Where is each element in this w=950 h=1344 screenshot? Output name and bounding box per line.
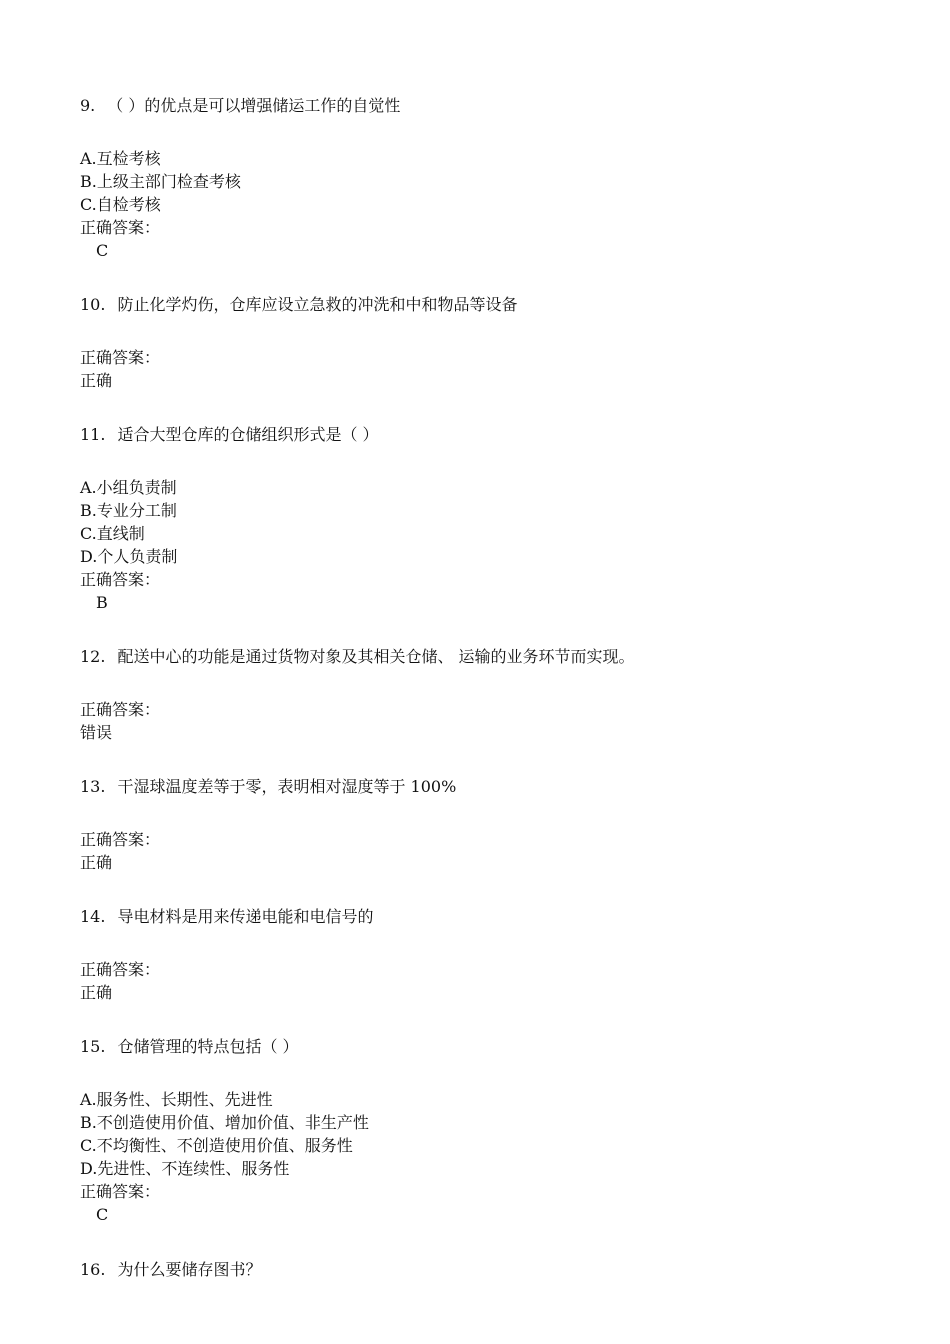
question-title [80, 293, 517, 316]
question-text: 为什么要储存图书？ [117, 1260, 262, 1279]
question-number: 13. [80, 777, 106, 796]
question-number: 14. [80, 907, 106, 926]
option-b: B.上级主部门检查考核 [80, 172, 241, 191]
question-9 [80, 94, 400, 262]
question-text: 防止化学灼伤，仓库应设立急救的冲洗和中和物品等设备 [117, 295, 518, 314]
question-number: 16. [80, 1260, 106, 1279]
answer-label: 正确答案： [80, 1182, 161, 1201]
option-b: B.不创造使用价值、增加价值、非生产性 [80, 1113, 369, 1132]
question-text: 配送中心的功能是通过货物对象及其相关仓储、 运输的业务环节而实现。 [117, 647, 635, 666]
option-a: A.互检考核 [80, 149, 161, 168]
option-c: C.直线制 [80, 524, 145, 543]
question-16 [80, 1258, 261, 1281]
answer-label: 正确答案： [80, 348, 161, 367]
option-d: D.先进性、不连续性、服务性 [80, 1159, 290, 1178]
question-text: 适合大型仓库的仓储组织形式是（ ） [117, 425, 379, 444]
answer-label: 正确答案： [80, 218, 161, 237]
question-number: 11. [80, 425, 106, 444]
question-number: 10. [80, 295, 106, 314]
answer-value: C [96, 1205, 109, 1224]
question-title [80, 1258, 261, 1281]
option-b: B.专业分工制 [80, 501, 177, 520]
option-c: C.不均衡性、不创造使用价值、服务性 [80, 1136, 353, 1155]
question-12 [80, 645, 635, 744]
answer-value: 正确 [80, 983, 113, 1002]
answer-label: 正确答案： [80, 960, 161, 979]
option-c: C.自检考核 [80, 195, 161, 214]
answer-value: 正确 [80, 853, 113, 872]
answer-value: C [96, 241, 109, 260]
options-list [80, 1088, 369, 1226]
option-d: D.个人负责制 [80, 547, 178, 566]
question-title [80, 94, 400, 117]
answer-value: 错误 [80, 723, 113, 742]
answer-label: 正确答案： [80, 700, 161, 719]
question-title [80, 645, 635, 668]
question-text: （ ）的优点是可以增强储运工作的自觉性 [107, 96, 401, 115]
question-11 [80, 423, 379, 614]
answer-value: 正确 [80, 371, 113, 390]
answer-value: B [96, 593, 108, 612]
question-number: 12. [80, 647, 106, 666]
question-number: 9. [80, 96, 96, 115]
question-13 [80, 775, 456, 874]
question-text: 干湿球温度差等于零，表明相对湿度等于 100% [117, 777, 457, 796]
option-a: A.服务性、长期性、先进性 [80, 1090, 273, 1109]
question-title [80, 1035, 369, 1058]
question-title [80, 905, 373, 928]
options-list [80, 147, 400, 262]
options-list [80, 476, 379, 614]
answer-label: 正确答案： [80, 830, 161, 849]
option-a: A.小组负责制 [80, 478, 177, 497]
question-14 [80, 905, 373, 1004]
answer-label: 正确答案： [80, 570, 161, 589]
question-text: 仓储管理的特点包括（ ） [117, 1037, 299, 1056]
question-text: 导电材料是用来传递电能和电信号的 [117, 907, 374, 926]
question-number: 15. [80, 1037, 106, 1056]
question-title [80, 775, 456, 798]
question-10 [80, 293, 517, 392]
question-15 [80, 1035, 369, 1226]
question-title [80, 423, 379, 446]
